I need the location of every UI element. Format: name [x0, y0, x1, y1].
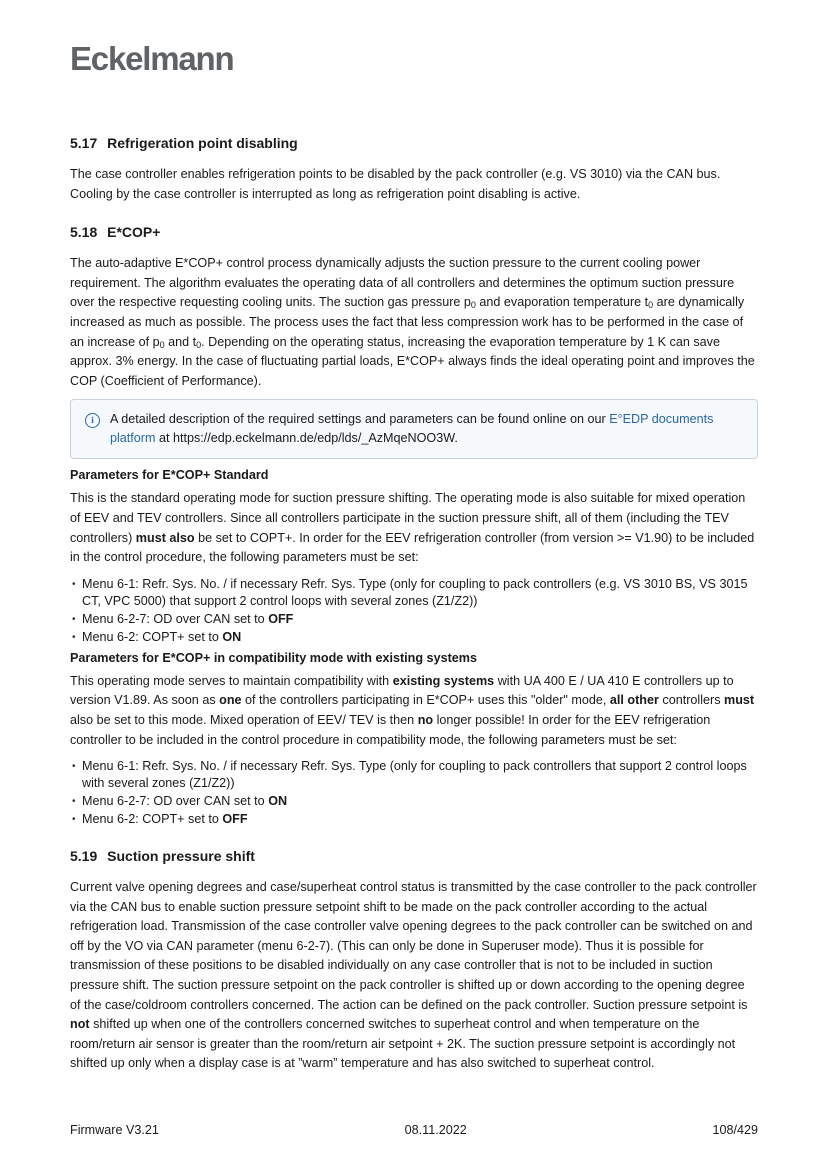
- section-heading: 5.18 E*COP+: [70, 224, 161, 241]
- paragraph: This operating mode serves to maintain compatibility with existing systems with UA 400 E / UA 410 E controllers up to version V1.89. As soon as one of the controllers participating in E*COP+ uses this "older" mode, all other controllers must also be set to this mode. Mixed operation of EEV/ TEV is then no longer possible! In order for the EEV refrigeration controller to be included in the control procedure in compatibility mode, the following parameters must be set:: [70, 673, 755, 747]
- page-footer: [70, 1123, 758, 1137]
- parameter-list-compatibility: [70, 758, 758, 828]
- page-number: 108/429: [712, 1123, 758, 1137]
- section-5-19: [70, 848, 758, 1074]
- paragraph: Current valve opening degrees and case/superheat control status is transmitted by the case controller to the pack controller via the CAN bus to enable suction pressure setpoint shift to be made on the pack controller according to the actual refrigeration load. Transmission of the case controller valve opening degrees to the pack controller can be switched on and off by the VO via CAN parameter (menu 6-2-7). (This can only be done in Superuser mode). Thus it is possible for transmission of these positions to be disabled individually on any case controller that is not to be included in suction pressure shift. The suction pressure setpoint on the pack controller is shifted up or down according to the opening degree of the case/coldroom controllers concerned. The action can be defined on the pack controller. Suction pressure setpoint is not shifted up when one of the controllers concerned switches to superheat control and when temperature on the room/return air sensor is greater than the room/return air setpoint + 2K. The suction pressure setpoint is accordingly not shifted up only when a display case is at ”warm” temperature and has also switched to superheat control.: [70, 880, 757, 1071]
- section-heading: 5.19 Suction pressure shift: [70, 848, 255, 865]
- list-item: • Menu 6-2: COPT+ set to OFF: [70, 811, 758, 828]
- paragraph: This is the standard operating mode for suction pressure shifting. The operating mode is also suitable for mixed operation of EEV and TEV controllers. Since all controllers participate in the suction pressure shift, all of them (including the TEV controllers) must also be set to COPT+. In order for the EEV refrigeration controller (from version >= V1.90) to be included in the control procedure, the following parameters must be set:: [70, 491, 755, 565]
- parameter-list-standard: [70, 576, 758, 646]
- section-5-18: [70, 224, 758, 828]
- list-item: • Menu 6-2-7: OD over CAN set to ON: [70, 793, 758, 810]
- info-circle-icon: i: [85, 413, 100, 428]
- eckelmann-logo: Eckelmann: [70, 40, 234, 77]
- info-note-text: A detailed description of the required settings and parameters can be found online on our E°EDP documents platform at https://edp.eckelmann.de/edp/lds/_AzMqeNOO3W.: [110, 412, 714, 446]
- info-note-box: [70, 399, 758, 459]
- paragraph: The case controller enables refrigeration points to be disabled by the pack controller (e.g. VS 3010) via the CAN bus. Cooling by the case controller is interrupted as long as refrigeration point disabling is active.: [70, 167, 721, 201]
- edp-platform-link[interactable]: E°EDP documents platform: [110, 412, 714, 446]
- list-item: • Menu 6-2: COPT+ set to ON: [70, 629, 758, 646]
- paragraph: The auto-adaptive E*COP+ control process dynamically adjusts the suction pressure to the current cooling power requirement. The algorithm evaluates the operating data of all controllers and determines the optimum suction pressure over the respective requesting cooling units. The suction gas pressure $p_0$ and evaporation temperature $t_0$ are dynamically increased as much as possible. The process uses the fact that less compression work has to be performed in the case of an increase of $p_0$ and $t_0$. Depending on the operating status, increasing the evaporation temperature by 1 K can save approx. 3% energy. In the case of fluctuating partial loads, E*COP+ always finds the ideal operating point and improves the COP (Coefficient of Performance).: [70, 256, 755, 388]
- subheading-standard: Parameters for E*COP+ Standard: [70, 468, 269, 483]
- list-item: • Menu 6-1: Refr. Sys. No. / if necessary Refr. Sys. Type (only for coupling to pack controllers (e.g. VS 3010 BS, VS 3015 CT, VPC 5000) that support 2 control loops with several zones (Z1/Z2)): [70, 576, 758, 610]
- document-date: 08.11.2022: [404, 1123, 467, 1137]
- list-item: • Menu 6-2-7: OD over CAN set to OFF: [70, 611, 758, 628]
- page-content: [70, 135, 758, 1094]
- list-item: • Menu 6-1: Refr. Sys. No. / if necessary Refr. Sys. Type (only for coupling to pack controllers that support 2 control loops with several zones (Z1/Z2)): [70, 758, 758, 792]
- subheading-compatibility: Parameters for E*COP+ in compatibility mode with existing systems: [70, 650, 477, 665]
- section-heading: 5.17 Refrigeration point disabling: [70, 135, 298, 151]
- section-5-17: [70, 135, 758, 204]
- firmware-version: Firmware V3.21: [70, 1123, 159, 1137]
